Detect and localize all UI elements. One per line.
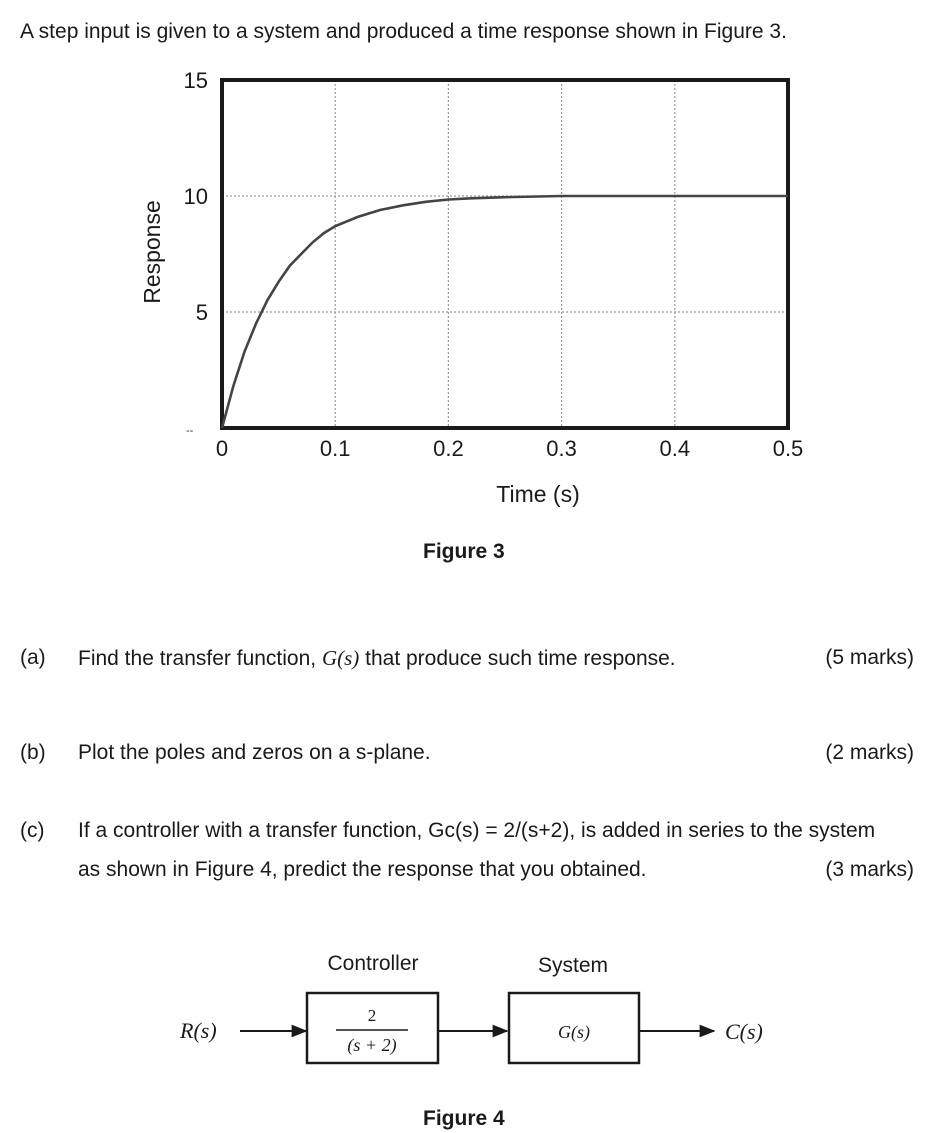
y-axis-label: Response — [139, 200, 165, 304]
question-b-marks: (2 marks) — [825, 741, 914, 764]
system-transfer-function: G(s) — [558, 1022, 590, 1042]
figure4-diagram — [0, 940, 950, 1133]
question-c-text-line1: If a controller with a transfer function, Gс(s) = 2/(s+2), is added in series to the system — [78, 819, 876, 842]
y-min-tick: -- — [186, 425, 194, 437]
question-a-marks: (5 marks) — [825, 646, 914, 669]
question-a-symbol: G(s) — [321, 646, 360, 670]
question-b-text: Plot the poles and zeros on a s-plane. — [78, 741, 431, 764]
question-a-label: (a) — [20, 646, 46, 669]
y-tick-label: 10 — [183, 184, 208, 209]
input-label: R(s) — [180, 1018, 217, 1043]
controller-numerator: 2 — [367, 1006, 377, 1025]
x-tick-label: 0.2 — [433, 436, 464, 461]
plot-frame — [222, 80, 788, 428]
question-c-marks: (3 marks) — [825, 858, 914, 881]
controller-title: Controller — [327, 952, 419, 975]
x-tick-label: 0.5 — [772, 436, 804, 461]
question-c-text-line2: as shown in Figure 4, predict the response that you obtained. — [78, 858, 647, 881]
x-tick-label: 0.3 — [546, 436, 577, 461]
controller-denominator: (s + 2) — [347, 1035, 397, 1055]
question-c-label: (c) — [20, 819, 45, 842]
question-a-text: Find the transfer function, G(s) that produce such time response. — [78, 646, 676, 670]
intro-text: A step input is given to a system and produced a time response shown in Figure 3. — [20, 20, 787, 43]
question-b-label: (b) — [20, 741, 46, 764]
x-tick-label: 0.1 — [319, 436, 351, 461]
y-tick-label: 5 — [195, 300, 208, 325]
figure4-caption: Figure 4 — [423, 1107, 505, 1130]
x-tick-label: 0 — [215, 436, 229, 461]
output-label: C(s) — [725, 1019, 763, 1044]
x-tick-label: 0.4 — [659, 436, 691, 461]
figure3-caption: Figure 3 — [423, 540, 505, 563]
system-title: System — [537, 954, 609, 977]
figure3-chart — [0, 0, 950, 540]
x-axis-label: Time (s) — [496, 481, 580, 507]
y-tick-label: 15 — [183, 68, 208, 93]
